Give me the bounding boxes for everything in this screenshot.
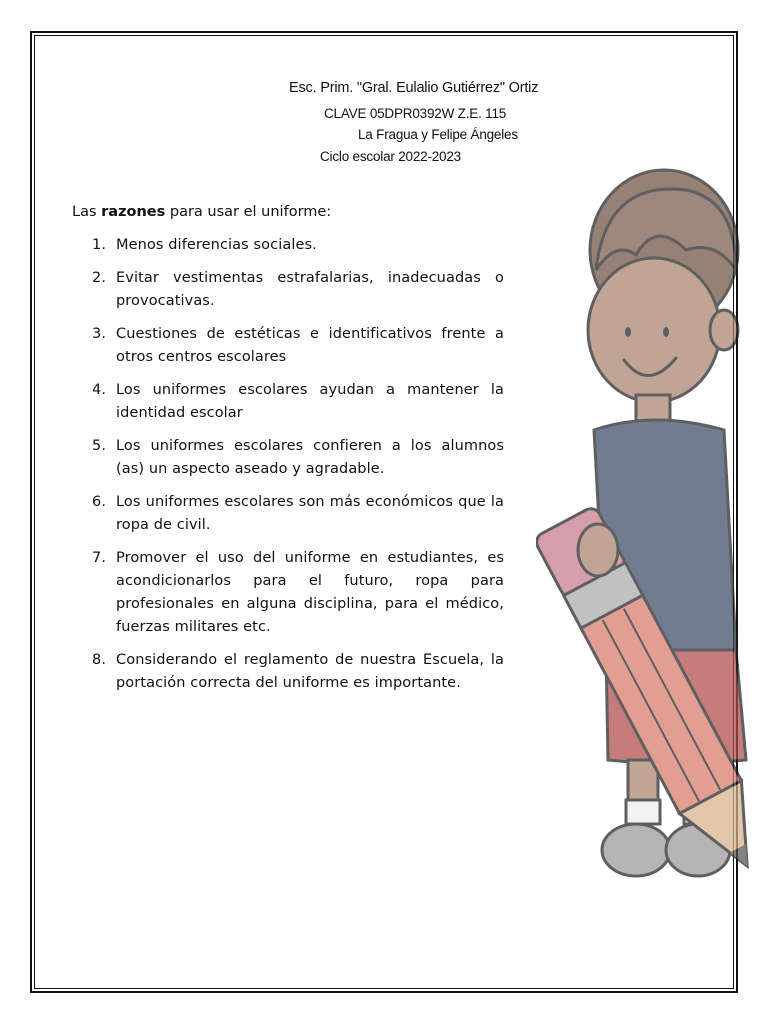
item-number: 7.: [92, 550, 107, 566]
school-address: La Fragua y Felipe Ángeles: [358, 127, 518, 142]
list-item: [92, 379, 504, 425]
list-item: [92, 547, 504, 639]
school-clave: CLAVE 05DPR0392W Z.E. 115: [324, 106, 507, 121]
item-text: Los uniformes escolares son más económicos que la ropa de civil.: [116, 494, 504, 533]
list-item: [92, 435, 504, 481]
item-number: 2.: [92, 270, 107, 286]
intro-line: Las razones para usar el uniforme:: [72, 204, 332, 220]
school-name: Esc. Prim. "Gral. Eulalio Gutiérrez" Ortiz: [289, 80, 539, 96]
item-text: Los uniformes escolares ayudan a mantener la identidad escolar: [116, 382, 504, 421]
item-number: 1.: [92, 237, 107, 253]
item-number: 3.: [92, 326, 107, 342]
reasons-list: [92, 234, 504, 705]
school-cycle: Ciclo escolar 2022-2023: [320, 149, 461, 164]
list-item: [92, 491, 504, 537]
item-number: 4.: [92, 382, 107, 398]
item-text: Cuestiones de estéticas e identificativos frente a otros centros escolares: [116, 326, 504, 365]
item-text: Considerando el reglamento de nuestra Escuela, la portación correcta del uniforme es importante.: [116, 652, 504, 691]
list-item: [92, 649, 504, 695]
list-item: [92, 267, 504, 313]
item-text: Menos diferencias sociales.: [116, 237, 317, 253]
boy-with-pencil-icon: [536, 160, 756, 920]
list-item: [92, 323, 504, 369]
intro-bold: razones: [101, 204, 166, 220]
item-text: Promover el uso del uniforme en estudiantes, es acondicionarlos para el futuro, ropa para profesionales en alguna disciplina, para el médico, fuerzas militares etc.: [116, 550, 504, 635]
list-item: [92, 234, 504, 257]
item-text: Los uniformes escolares confieren a los alumnos (as) un aspecto aseado y agradable.: [116, 438, 504, 477]
item-number: 6.: [92, 494, 107, 510]
item-text: Evitar vestimentas estrafalarias, inadecuadas o provocativas.: [116, 270, 504, 309]
item-number: 8.: [92, 652, 107, 668]
item-number: 5.: [92, 438, 107, 454]
